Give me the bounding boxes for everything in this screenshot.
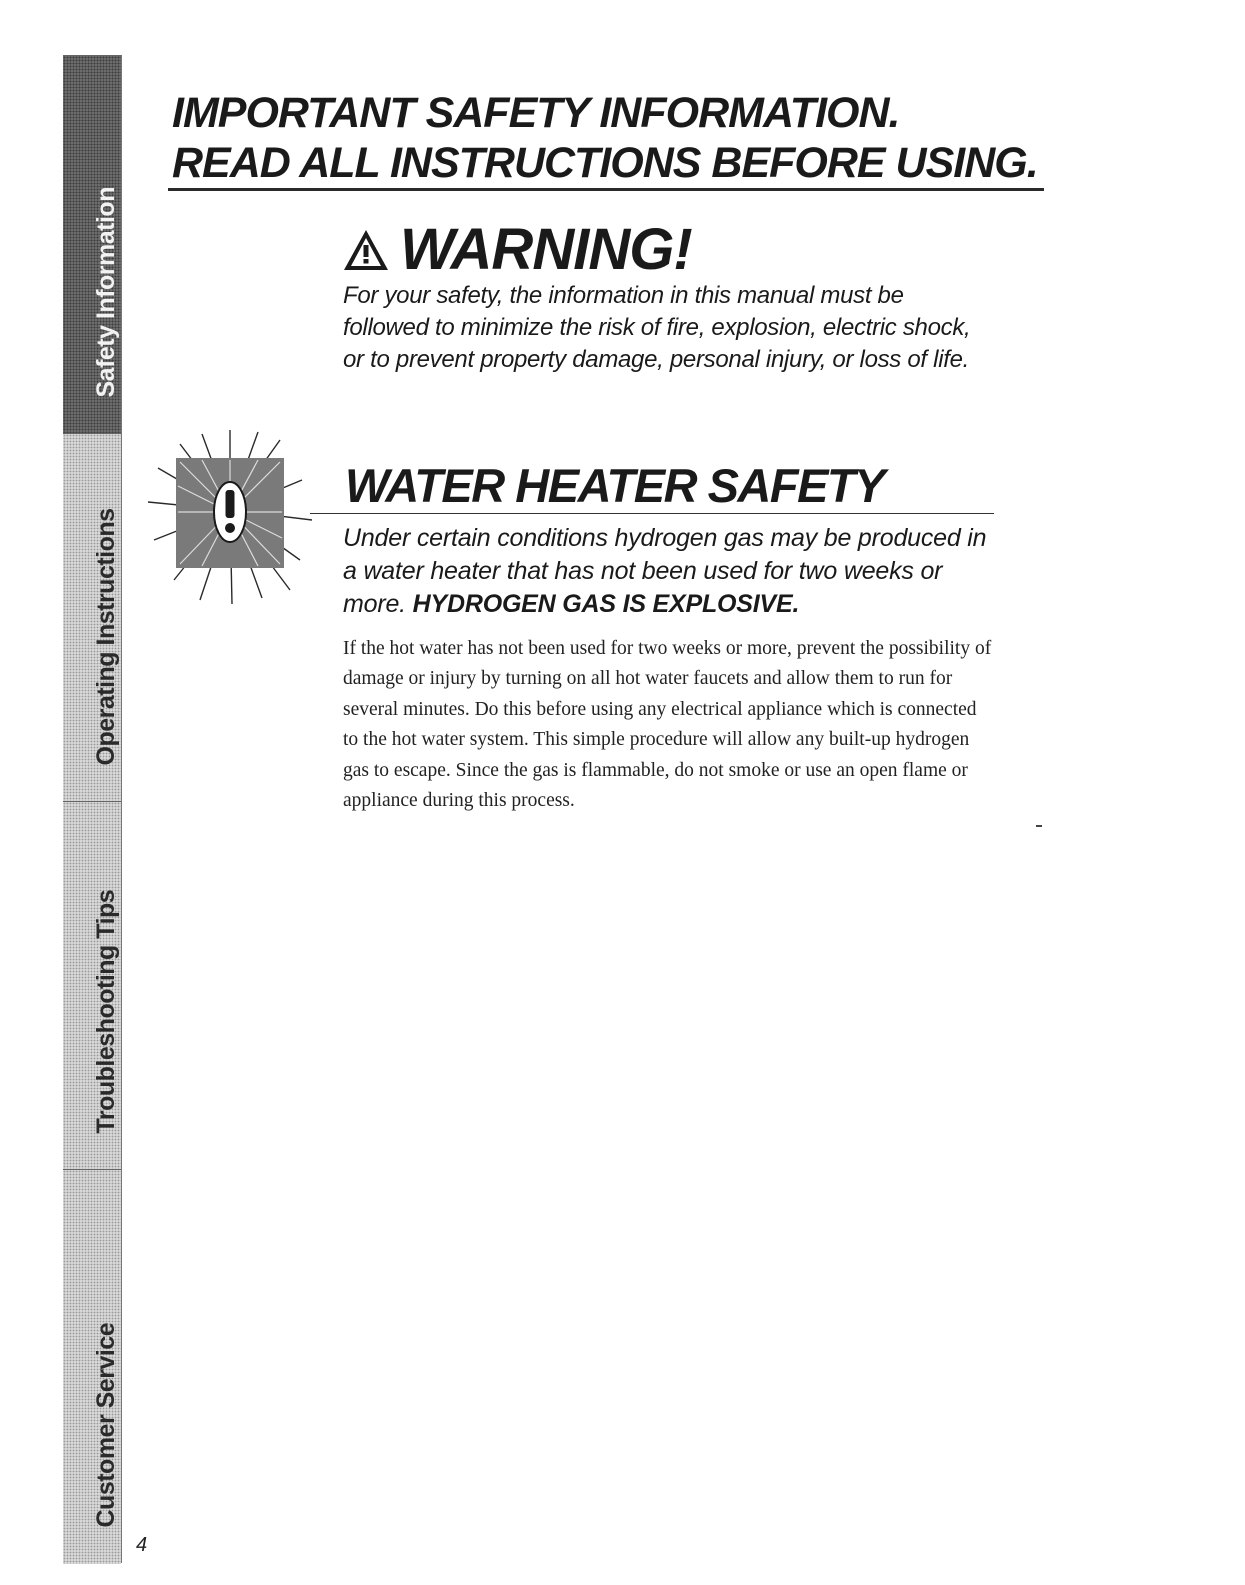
safety-instructions: If the hot water has not been used for two weeks or more, prevent the possibility of damage or injury by turning on all hot water faucets and allow them to run for several minutes. Do this before using any electrical appliance which is connected to the hot water system. This simple procedure will allow any built-up hydrogen gas to escape. Since the gas is flammable, do not smoke or use an open flame or appliance during this process.	[343, 638, 992, 812]
tab-operating-instructions[interactable]	[63, 433, 121, 802]
page-number: 4	[136, 1534, 148, 1556]
tab-label: Troubleshooting Tips	[92, 889, 120, 1134]
tab-label: Safety Information	[92, 187, 120, 398]
section-title: WATER HEATER SAFETY	[345, 459, 884, 512]
exclamation-burst-icon	[140, 420, 320, 610]
page-title	[172, 88, 1042, 188]
page-title-line-1: IMPORTANT SAFETY INFORMATION.	[172, 89, 900, 137]
tab-safety-information[interactable]	[63, 55, 121, 434]
section-divider	[310, 513, 994, 514]
tab-label: Customer Service	[92, 1322, 120, 1528]
warning-text: For your safety, the information in this manual must be followed to minimize the risk of fire, explosion, electric shock, or to prevent property damage, personal injury, or loss of life.	[343, 282, 971, 373]
tab-label: Operating Instructions	[92, 508, 120, 766]
page-title-line-2: READ ALL INSTRUCTIONS BEFORE USING.	[172, 139, 1038, 187]
tab-customer-service[interactable]	[63, 1169, 121, 1564]
hazard-warning	[343, 522, 1003, 621]
hazard-intro: Under certain conditions hydrogen gas may be produced in a water heater that has not been used for two weeks or more.	[343, 524, 987, 618]
margin-mark	[1036, 825, 1042, 827]
hazard-emphasis: HYDROGEN GAS IS EXPLOSIVE.	[412, 590, 800, 618]
section-tabs	[63, 55, 122, 1563]
tab-troubleshooting-tips[interactable]	[63, 801, 121, 1170]
warning-title: WARNING!	[400, 217, 692, 282]
title-divider	[168, 188, 1044, 191]
warning-triangle-icon	[342, 228, 390, 272]
warning-heading	[342, 217, 692, 282]
